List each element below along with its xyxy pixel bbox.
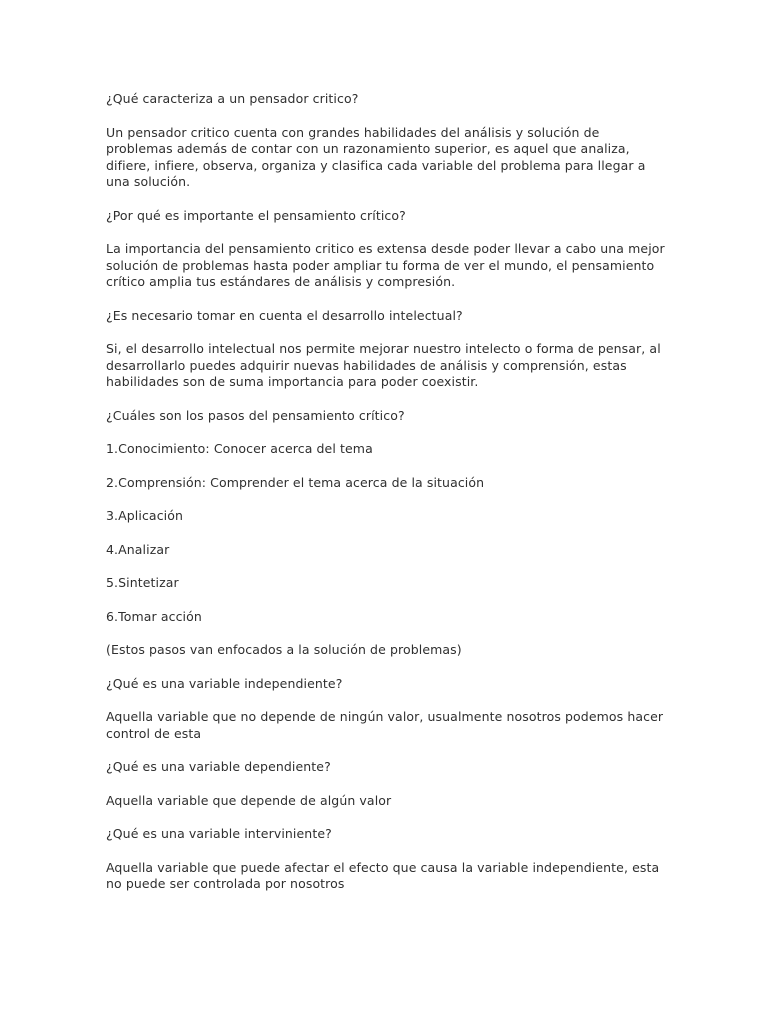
answer-importancia: La importancia del pensamiento critico es extensa desde poder llevar a cabo una mejor solución de problemas hasta poder ampliar tu forma de ver el mundo, el pensamiento crítico amplia tus estándares de análisis y compresión. [106, 241, 665, 289]
document-page [106, 91, 666, 910]
step-item: 2.Comprensión: Comprender el tema acerca de la situación [106, 474, 485, 490]
answer-variable-dependiente: Aquella variable que depende de algún valor [106, 792, 392, 808]
question-pasos: ¿Cuáles son los pasos del pensamiento crítico? [106, 407, 405, 423]
step-item: 6.Tomar acción [106, 608, 202, 624]
question-variable-independiente: ¿Qué es una variable independiente? [106, 675, 343, 691]
steps-note: (Estos pasos van enfocados a la solución de problemas) [106, 642, 462, 657]
answer-desarrollo-intelectual: Si, el desarrollo intelectual nos permite mejorar nuestro intelecto o forma de pensar, al desarrollarlo puedes adquirir nuevas habilidades de análisis y comprensión, estas habilidades son de suma importancia para poder coexistir. [106, 341, 661, 389]
answer-pensador-critico: Un pensador critico cuenta con grandes habilidades del análisis y solución de problemas además de contar con un razonamiento superior, es aquel que analiza, difiere, infiere, observa, organiza y clasifica cada variable del problema para llegar a una solución. [106, 124, 646, 189]
question-pensador-critico: ¿Qué caracteriza a un pensador critico? [106, 91, 359, 106]
answer-variable-independiente: Aquella variable que no depende de ningún valor, usualmente nosotros podemos hacer control de esta [106, 709, 664, 741]
step-item: 4.Analizar [106, 541, 170, 557]
question-variable-dependiente: ¿Qué es una variable dependiente? [106, 759, 331, 774]
answer-variable-interviniente: Aquella variable que puede afectar el efecto que causa la variable independiente, esta no puede ser controlada por nosotros [106, 859, 660, 891]
step-item: 1.Conocimiento: Conocer acerca del tema [106, 441, 373, 456]
question-importancia: ¿Por qué es importante el pensamiento crítico? [106, 207, 406, 223]
question-variable-interviniente: ¿Qué es una variable interviniente? [106, 826, 332, 841]
question-desarrollo-intelectual: ¿Es necesario tomar en cuenta el desarrollo intelectual? [106, 307, 463, 323]
step-item: 5.Sintetizar [106, 575, 179, 590]
step-item: 3.Aplicación [106, 508, 184, 523]
